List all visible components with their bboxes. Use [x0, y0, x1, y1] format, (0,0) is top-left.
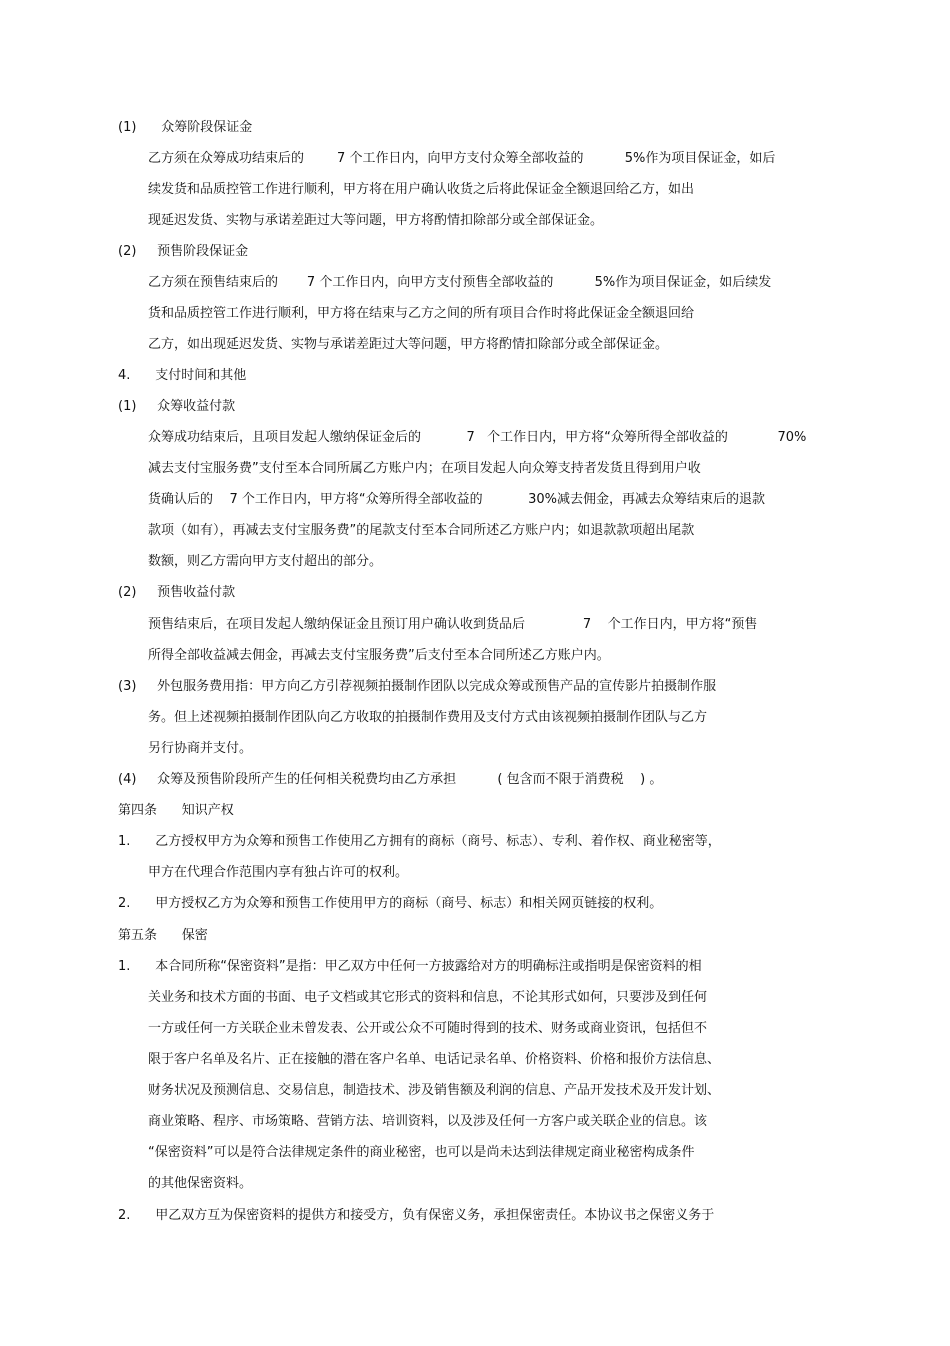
article-heading: 第五条 保密 — [118, 928, 208, 943]
paragraph-line: 减去支付宝服务费”支付至本合同所属乙方账户内；在项目发起人向众筹支持者发货且得到用户收 — [148, 461, 701, 476]
list-item: 2. 甲乙双方互为保密资料的提供方和接受方，负有保密义务，承担保密责任。本协议书之保密义务于 — [118, 1208, 715, 1223]
list-item: 1. 乙方授权甲方为众筹和预售工作使用乙方拥有的商标（商号、标志）、专利、着作权、商业秘密等， — [118, 834, 721, 849]
list-item: (3) 外包服务费用指：甲方向乙方引荐视频拍摄制作团队以完成众筹或预售产品的宣传影片拍摄制作服 — [118, 679, 717, 694]
subsection-heading: (2) 预售阶段保证金 — [118, 244, 249, 259]
paragraph-line: 关业务和技术方面的书面、电子文档或其它形式的资料和信息，不论其形式如何，只要涉及到任何 — [148, 990, 708, 1005]
paragraph-line: 乙方，如出现延迟发货、实物与承诺差距过大等问题，甲方将酌情扣除部分或全部保证金。 — [148, 337, 669, 352]
paragraph-line: 务。但上述视频拍摄制作团队向乙方收取的拍摄制作费用及支付方式由该视频拍摄制作团队与乙方 — [148, 710, 708, 725]
paragraph-line: 款项（如有），再减去支付宝服务费”的尾款支付至本合同所述乙方账户内；如退款款项超出尾款 — [148, 523, 695, 538]
paragraph-line: 现延迟发货、实物与承诺差距过大等问题，甲方将酌情扣除部分或全部保证金。 — [148, 213, 604, 228]
paragraph-line: 另行协商并支付。 — [148, 741, 253, 756]
paragraph-line: 财务状况及预测信息、交易信息，制造技术、涉及销售额及利润的信息、产品开发技术及开发计划、 — [148, 1083, 721, 1098]
list-item: 2. 甲方授权乙方为众筹和预售工作使用甲方的商标（商号、标志）和相关网页链接的权利。 — [118, 896, 663, 911]
paragraph-line: 乙方须在预售结束后的 7 个工作日内，向甲方支付预售全部收益的 5%作为项目保证金，如后续发 — [148, 275, 772, 290]
paragraph-line: 众筹成功结束后，且项目发起人缴纳保证金后的 7 个工作日内，甲方将“众筹所得全部收益的 70% — [148, 430, 807, 445]
paragraph-line: 商业策略、程序、市场策略、营销方法、培训资料，以及涉及任何一方客户或关联企业的信息。该 — [148, 1114, 708, 1129]
paragraph-line: 续发货和品质控管工作进行顺利，甲方将在用户确认收货之后将此保证金全额退回给乙方，如出 — [148, 182, 695, 197]
section-heading: 4. 支付时间和其他 — [118, 368, 247, 383]
subsection-heading: (2) 预售收益付款 — [118, 585, 236, 600]
paragraph-line: 的其他保密资料。 — [148, 1176, 253, 1191]
paragraph-line: 乙方须在众筹成功结束后的 7 个工作日内，向甲方支付众筹全部收益的 5%作为项目保证金，如后 — [148, 151, 776, 166]
subsection-heading: (1) 众筹阶段保证金 — [118, 120, 253, 135]
paragraph-line: 预售结束后，在项目发起人缴纳保证金且预订用户确认收到货品后 7 个工作日内，甲方将“预售 — [148, 617, 758, 632]
paragraph-line: 数额，则乙方需向甲方支付超出的部分。 — [148, 554, 383, 569]
paragraph-line: 货确认后的 7 个工作日内，甲方将“众筹所得全部收益的 30%减去佣金，再减去众筹结束后的退款 — [148, 492, 766, 507]
paragraph-line: 一方或任何一方关联企业未曾发表、公开或公众不可随时得到的技术、财务或商业资讯，包括但不 — [148, 1021, 708, 1036]
paragraph-line: 甲方在代理合作范围内享有独占许可的权利。 — [148, 865, 409, 880]
list-item: 1. 本合同所称“保密资料”是指：甲乙双方中任何一方披露给对方的明确标注或指明是保密资料的相 — [118, 959, 702, 974]
paragraph-line: 限于客户名单及名片、正在接触的潜在客户名单、电话记录名单、价格资料、价格和报价方法信息、 — [148, 1052, 721, 1067]
paragraph-line: “保密资料”可以是符合法律规定条件的商业秘密，也可以是尚未达到法律规定商业秘密构成条件 — [148, 1145, 695, 1160]
paragraph-line: 货和品质控管工作进行顺利，甲方将在结束与乙方之间的所有项目合作时将此保证金全额退回给 — [148, 306, 695, 321]
article-heading: 第四条 知识产权 — [118, 803, 234, 818]
paragraph-line: 所得全部收益减去佣金，再减去支付宝服务费”后支付至本合同所述乙方账户内。 — [148, 648, 610, 663]
subsection-heading: (1) 众筹收益付款 — [118, 399, 236, 414]
list-item: (4) 众筹及预售阶段所产生的任何相关税费均由乙方承担 ( 包含而不限于消费税 ) 。 — [118, 772, 663, 787]
